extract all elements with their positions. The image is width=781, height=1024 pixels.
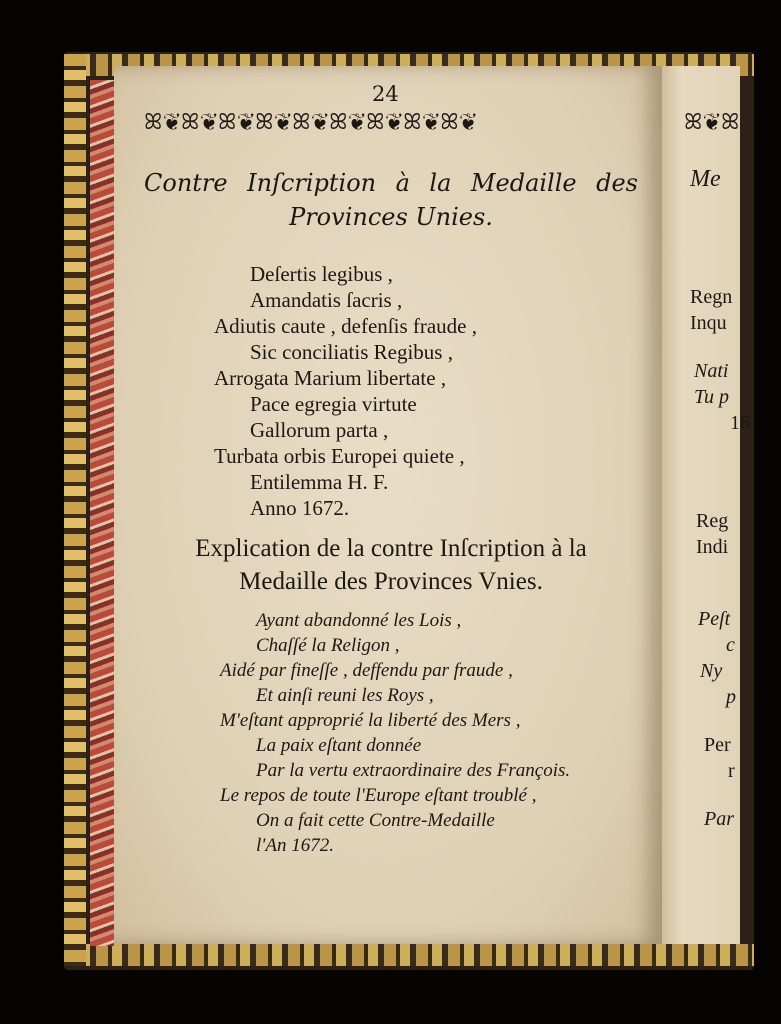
latin-line: Sic conciliatis Regibus , — [250, 340, 453, 364]
page-number: 24 — [372, 82, 399, 106]
latin-line: Deſertis legibus , — [250, 262, 393, 286]
right-fragment: Indi — [696, 536, 729, 558]
right-fragment: Ny — [700, 660, 723, 682]
right-fragment: Reg — [696, 510, 729, 532]
right-fragment: r — [728, 760, 735, 782]
latin-line: Anno 1672. — [250, 496, 350, 520]
heading-explication-line1: Explication de la contre Inſcription à la — [195, 535, 587, 562]
french-line: M'eſtant approprié la liberté des Mers , — [220, 710, 521, 731]
right-fragment: Tu p — [694, 386, 730, 408]
right-fragment: Peſt — [698, 608, 731, 630]
right-fragment: 16 — [730, 412, 750, 434]
latin-line: Arrogata Marium libertate , — [214, 366, 447, 390]
latin-line: Amandatis ſacris , — [250, 288, 403, 312]
ornament-band: ꕤ❦ꕤ❦ꕤ❦ꕤ❦ꕤ❦ꕤ❦ꕤ❦ꕤ❦ꕤ❦ — [144, 110, 478, 135]
right-fragment: Me — [690, 166, 721, 192]
heading-contre-inscription: Contre Inſcription à la Medaille des Provinces Unies. — [144, 169, 638, 231]
right-fragment: Per — [704, 734, 731, 756]
french-line: On a fait cette Contre-Medaille — [256, 810, 495, 831]
right-fragment: Par — [704, 808, 734, 830]
french-line: Ayant abandonné les Lois , — [256, 610, 462, 631]
ornament-band-right: ꕤ❦ꕤ — [684, 110, 740, 135]
latin-line: Gallorum parta , — [250, 418, 389, 442]
french-line: La paix eſtant donnée — [256, 735, 422, 756]
right-fragment: p — [726, 686, 736, 708]
french-line: Chaſſé la Religon , — [256, 635, 400, 656]
heading-explication-line2: Medaille des Provinces Vnies. — [239, 568, 543, 595]
right-fragment: Regn — [690, 286, 733, 308]
french-line: Et ainſi reuni les Roys , — [256, 685, 434, 706]
gilt-border-bottom — [64, 944, 754, 966]
french-line: l'An 1672. — [256, 835, 334, 856]
french-line: Le repos de toute l'Europe eſtant troublé , — [220, 785, 537, 806]
right-fragment: c — [726, 634, 735, 656]
right-fragment: Nati — [694, 360, 729, 382]
heading-explication — [144, 532, 638, 598]
right-fragment: Inqu — [690, 312, 727, 334]
gilt-border-left — [64, 54, 86, 966]
marbled-edge — [90, 80, 114, 946]
french-line: Aidé par fineſſe , deffendu par fraude , — [220, 660, 513, 681]
latin-line: Turbata orbis Europei quiete , — [214, 444, 465, 468]
latin-line: Adiutis caute , defenſis fraude , — [214, 314, 477, 338]
latin-line: Entilemma H. F. — [250, 470, 389, 494]
latin-line: Pace egregia virtute — [250, 392, 417, 416]
french-line: Par la vertu extraordinaire des François. — [256, 760, 571, 781]
